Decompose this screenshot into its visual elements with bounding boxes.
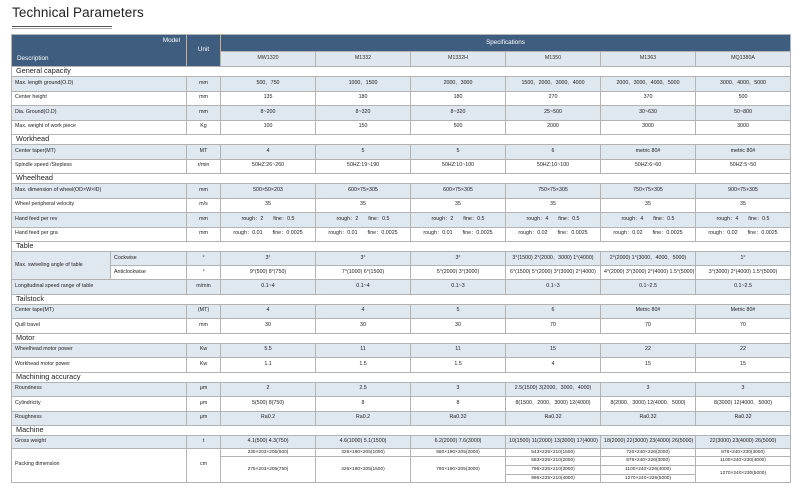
section-header-machine: Machine — [12, 426, 791, 436]
spec-cell: 8(3000) 12(4000、5000) — [696, 397, 791, 412]
spec-cell: 35 — [601, 198, 696, 213]
rough-value: rough：0.01 — [328, 230, 358, 237]
spec-cell: 2.5(1500) 3(2000、3000、4000) — [506, 382, 601, 397]
fine-value: fine：0.0025 — [367, 230, 398, 237]
header-row-specifications — [12, 35, 791, 52]
spec-cell: 30 — [316, 319, 411, 334]
spec-cell: 0.1~3 — [506, 280, 601, 295]
spec-cell: 8(2000、3000) 12(4000、5000) — [601, 397, 696, 412]
spec-cell: 8(1500、2000、3000) 12(4000) — [506, 397, 601, 412]
model-header: M1332 — [316, 52, 411, 67]
spec-cell: 750×75×305 — [506, 184, 601, 199]
spec-cell: 5.5 — [221, 343, 316, 358]
spec-cell: 500、750 — [221, 77, 316, 92]
row-label: Max. weight of work piece — [12, 120, 187, 135]
spec-cell: metric 80# — [601, 145, 696, 160]
spec-cell: 100 — [221, 120, 316, 135]
spec-cell — [506, 227, 601, 242]
spec-cell: 30~630 — [601, 106, 696, 121]
spec-cell: 1100×240×226(4000) — [601, 465, 696, 474]
row-label: Hand feed per gra — [12, 227, 187, 242]
spec-cell: 275×203×205(750) — [221, 457, 316, 483]
unit-cell: μm — [187, 397, 221, 412]
spec-cell: 900×75×305 — [696, 184, 791, 199]
rough-value: rough：4 — [716, 215, 739, 222]
unit-cell: mm — [187, 91, 221, 106]
spec-cell: 996×225×210(4000) — [506, 474, 601, 483]
row-label: Wheel peripheral velocity — [12, 198, 187, 213]
rough-value: rough：2 — [336, 215, 359, 222]
spec-cell: 500 — [696, 91, 791, 106]
spec-cell: 15 — [696, 358, 791, 373]
spec-cell: 543×225×210(1500) — [506, 448, 601, 457]
spec-cell: Ra0.32 — [601, 411, 696, 426]
spec-cell: 50HZ:10~100 — [506, 159, 601, 174]
spec-cell: 4 — [221, 304, 316, 319]
spec-cell: 270 — [506, 91, 601, 106]
spec-cell: 1.5 — [316, 358, 411, 373]
description-header-label: Description — [17, 55, 49, 63]
spec-cell — [696, 227, 791, 242]
spec-cell: 6°(1500) 5°(2000) 3°(3000) 2°(4000) — [506, 266, 601, 280]
fine-value: fine：0.5 — [653, 215, 675, 222]
rough-value: rough：4 — [621, 215, 644, 222]
spec-cell: 30 — [411, 319, 506, 334]
spec-cell: 3 — [601, 382, 696, 397]
spec-cell: Ra0.2 — [221, 411, 316, 426]
packing-dimension-label: Packing dimension — [12, 448, 187, 483]
spec-cell: 6 — [506, 145, 601, 160]
spec-cell: 35 — [316, 198, 411, 213]
unit-cell: cm — [187, 448, 221, 483]
spec-cell: 4.6(1000) 5.1(1500) — [316, 436, 411, 449]
unit-cell: mm — [187, 213, 221, 228]
longitudinal-speed-label: Longitudinal speed range of table — [12, 280, 187, 295]
unit-cell: mm — [187, 227, 221, 242]
table-row — [12, 106, 791, 121]
section-header-general: General capacity — [12, 67, 791, 77]
spec-cell: 876×240×226(3000) — [601, 457, 696, 466]
spec-cell: 4°(2000) 3°(3000) 2°(4000) 1.5°(5000) — [601, 266, 696, 280]
spec-cell: 8~200 — [221, 106, 316, 121]
spec-cell: 22 — [601, 343, 696, 358]
spec-cell: 3000、4000、5000 — [696, 77, 791, 92]
spec-cell: 9°(500) 8°(750) — [221, 266, 316, 280]
section-header-tailstock: Tailstock — [12, 294, 791, 304]
spec-cell: 780×190×205(3000) — [411, 457, 506, 483]
fine-value: fine：0.0025 — [272, 230, 303, 237]
row-label: Center tape(MT) — [12, 304, 187, 319]
spec-cell: 50HZ:5~50 — [696, 159, 791, 174]
spec-cell: 8~320 — [411, 106, 506, 121]
spec-cell: Metric 80# — [601, 304, 696, 319]
spec-cell: 600×75×305 — [316, 184, 411, 199]
technical-parameters-table — [11, 34, 791, 483]
fine-value: fine：0.5 — [273, 215, 295, 222]
description-model-header — [12, 35, 187, 67]
section-header-motor: Motor — [12, 333, 791, 343]
rough-value: rough：0.02 — [518, 230, 548, 237]
spec-cell: 35 — [696, 198, 791, 213]
model-header: MW1320 — [221, 52, 316, 67]
table-row — [12, 120, 791, 135]
unit-cell: m/min — [187, 280, 221, 295]
rough-value: rough：0.02 — [613, 230, 643, 237]
table-row-swivel-clockwise — [12, 252, 791, 266]
fine-value: fine：0.5 — [368, 215, 390, 222]
unit-cell: μm — [187, 411, 221, 426]
spec-cell: 5 — [411, 304, 506, 319]
spec-cell: 50HZ:10~100 — [411, 159, 506, 174]
spec-cell: 30 — [221, 319, 316, 334]
spec-cell: 3° — [411, 252, 506, 266]
spec-cell — [316, 227, 411, 242]
unit-cell: ° — [187, 252, 221, 266]
spec-cell: 15 — [601, 358, 696, 373]
spec-cell: 3°(3000) 2°(4000) 1.5°(5000) — [696, 266, 791, 280]
table-row — [12, 213, 791, 228]
unit-cell: μm — [187, 382, 221, 397]
spec-cell: 1500、2000、3000、4000 — [506, 77, 601, 92]
spec-cell: 50HZ:19~190 — [316, 159, 411, 174]
spec-cell — [411, 213, 506, 228]
spec-cell: 0.1~3 — [411, 280, 506, 295]
spec-cell: 5 — [411, 145, 506, 160]
fine-value: fine：0.0025 — [462, 230, 493, 237]
spec-cell: 180 — [411, 91, 506, 106]
rough-value: rough：0.01 — [423, 230, 453, 237]
spec-cell — [411, 227, 506, 242]
rough-value: rough：0.02 — [708, 230, 738, 237]
title-underline — [12, 26, 112, 27]
unit-cell: r/min — [187, 159, 221, 174]
table-row — [12, 159, 791, 174]
spec-cell: 3°(1500) 2°(2000、3000) 1°(4000) — [506, 252, 601, 266]
rough-value: rough：2 — [431, 215, 454, 222]
spec-cell: 135 — [221, 91, 316, 106]
spec-cell — [316, 213, 411, 228]
spec-cell: 70 — [506, 319, 601, 334]
spec-cell: 580×190×205(2000) — [411, 448, 506, 457]
spec-cell: 22(3000) 23(4000) 26(5000) — [696, 436, 791, 449]
row-label: Quill travel — [12, 319, 187, 334]
spec-cell: 11 — [316, 343, 411, 358]
table-row — [12, 304, 791, 319]
spec-cell: 2.5 — [316, 382, 411, 397]
specifications-header: Specifications — [221, 35, 791, 52]
spec-cell — [506, 213, 601, 228]
model-header: M1350 — [506, 52, 601, 67]
unit-cell: Kg — [187, 120, 221, 135]
spec-cell: 720×240×226(2000) — [601, 448, 696, 457]
row-label: Roundness — [12, 382, 187, 397]
row-label: Cylindricity — [12, 397, 187, 412]
unit-cell: (MT) — [187, 304, 221, 319]
unit-cell: mm — [187, 184, 221, 199]
gross-weight-label: Gross weight — [12, 436, 187, 449]
row-label: Spindle speed /Stepless — [12, 159, 187, 174]
spec-cell: 6 — [506, 304, 601, 319]
spec-cell: 35 — [221, 198, 316, 213]
spec-cell: metric 80# — [696, 145, 791, 160]
unit-cell: mm — [187, 319, 221, 334]
spec-cell: 426×190×205(1500) — [316, 457, 411, 483]
spec-cell: 5 — [316, 145, 411, 160]
spec-cell: 11 — [411, 343, 506, 358]
spec-cell: 50~800 — [696, 106, 791, 121]
spec-cell: 4 — [316, 304, 411, 319]
spec-cell — [221, 227, 316, 242]
spec-cell: 1.1 — [221, 358, 316, 373]
row-label: Max. length ground(O.D) — [12, 77, 187, 92]
row-label: Roughness — [12, 411, 187, 426]
section-header-workhead: Workhead — [12, 135, 791, 145]
unit-header: Unit — [187, 35, 221, 67]
table-row-swivel-anticlockwise — [12, 266, 791, 280]
spec-cell: 1100×240×230(4000) — [696, 457, 791, 466]
row-label: Max. dimension of wheel(OD×W×ID) — [12, 184, 187, 199]
table-row — [12, 227, 791, 242]
table-row — [12, 382, 791, 397]
spec-cell — [696, 213, 791, 228]
spec-cell: 0.1~4 — [221, 280, 316, 295]
spec-cell: 8~320 — [316, 106, 411, 121]
spec-cell: 8 — [411, 397, 506, 412]
spec-cell: 8 — [316, 397, 411, 412]
spec-cell: 1° — [696, 252, 791, 266]
spec-cell: 1270×240×230(5000) — [696, 465, 791, 482]
unit-cell: ° — [187, 266, 221, 280]
section-header-accuracy: Machining accuracy — [12, 372, 791, 382]
rough-value: rough：2 — [241, 215, 264, 222]
spec-cell: 2000、3000、4000、5000 — [601, 77, 696, 92]
table-row — [12, 358, 791, 373]
spec-cell: 22 — [696, 343, 791, 358]
spec-cell: 750×75×305 — [601, 184, 696, 199]
spec-cell: 1000、1500 — [316, 77, 411, 92]
unit-cell: m/s — [187, 198, 221, 213]
spec-cell: 3° — [221, 252, 316, 266]
spec-cell — [601, 213, 696, 228]
anticlockwise-label: Anticlockwise — [111, 266, 187, 280]
spec-cell: 25~500 — [506, 106, 601, 121]
unit-cell: t — [187, 436, 221, 449]
table-row — [12, 184, 791, 199]
table-row — [12, 145, 791, 160]
fine-value: fine：0.0025 — [557, 230, 588, 237]
row-label: Hand feed per rev — [12, 213, 187, 228]
spec-cell: 6.2(2000) 7.6(3000) — [411, 436, 506, 449]
section-header-wheelhead: Wheelhead — [12, 174, 791, 184]
spec-cell: 3 — [696, 382, 791, 397]
spec-cell: 2°(2000) 1°(3000、4000、5000) — [601, 252, 696, 266]
section-header-table: Table — [12, 242, 791, 252]
spec-cell: Ra0.32 — [506, 411, 601, 426]
fine-value: fine：0.0025 — [747, 230, 778, 237]
spec-cell: Ra0.32 — [411, 411, 506, 426]
spec-cell: 583×225×210(2000) — [506, 457, 601, 466]
rough-value: rough：0.01 — [233, 230, 263, 237]
table-row — [12, 77, 791, 92]
spec-cell: 0.1~2.5 — [696, 280, 791, 295]
model-header-label: Model — [162, 37, 180, 44]
table-row-gross-weight — [12, 436, 791, 449]
spec-cell: 70 — [696, 319, 791, 334]
table-row — [12, 411, 791, 426]
unit-cell: Kw — [187, 358, 221, 373]
table-row-longitudinal-speed — [12, 280, 791, 295]
spec-cell — [601, 227, 696, 242]
row-label: Workhead motor power — [12, 358, 187, 373]
spec-cell: 7°(1000) 6°(1500) — [316, 266, 411, 280]
spec-cell: 180 — [316, 91, 411, 106]
spec-cell: 3° — [316, 252, 411, 266]
spec-cell: 35 — [506, 198, 601, 213]
table-row — [12, 319, 791, 334]
spec-cell: 50HZ:26~260 — [221, 159, 316, 174]
model-header: M1363 — [601, 52, 696, 67]
spec-cell: 1.5 — [411, 358, 506, 373]
spec-cell: 150 — [316, 120, 411, 135]
fine-value: fine：0.5 — [748, 215, 770, 222]
page-title: Technical Parameters — [12, 5, 144, 20]
fine-value: fine：0.0025 — [652, 230, 683, 237]
table-row — [12, 91, 791, 106]
spec-cell: 3000 — [696, 120, 791, 135]
title-underline-secondary — [12, 28, 112, 29]
table-row — [12, 198, 791, 213]
spec-cell: 370 — [601, 91, 696, 106]
fine-value: fine：0.5 — [558, 215, 580, 222]
fine-value: fine：0.5 — [463, 215, 485, 222]
spec-cell: 500 — [411, 120, 506, 135]
row-label: Wheelhead motor power — [12, 343, 187, 358]
spec-cell: 326×190×205(1000) — [316, 448, 411, 457]
spec-cell: 3000 — [601, 120, 696, 135]
table-row — [12, 343, 791, 358]
row-label: Dia. Ground(O.D) — [12, 106, 187, 121]
spec-cell: Ra0.2 — [316, 411, 411, 426]
spec-cell: 2000、3000 — [411, 77, 506, 92]
spec-cell: 70 — [601, 319, 696, 334]
model-header: MQ1380A — [696, 52, 791, 67]
spec-cell — [221, 213, 316, 228]
table-row — [12, 397, 791, 412]
spec-cell: Metric 80# — [696, 304, 791, 319]
row-label: Center taper(MT) — [12, 145, 187, 160]
spec-cell: 4 — [506, 358, 601, 373]
spec-cell: 235×203×205(500) — [221, 448, 316, 457]
spec-cell: 2000 — [506, 120, 601, 135]
spec-cell: 0.1~2.5 — [601, 280, 696, 295]
spec-cell: 18(2000) 22(3000) 23(4000) 26(5000) — [601, 436, 696, 449]
spec-cell: 0.1~4 — [316, 280, 411, 295]
row-label: Center height — [12, 91, 187, 106]
spec-cell: 5°(2000) 3°(3000) — [411, 266, 506, 280]
spec-cell: 15 — [506, 343, 601, 358]
spec-cell: Ra0.32 — [696, 411, 791, 426]
spec-cell: 3 — [411, 382, 506, 397]
spec-cell: 5(500) 8(750) — [221, 397, 316, 412]
spec-cell: 500×50×203 — [221, 184, 316, 199]
unit-cell: mm — [187, 106, 221, 121]
spec-cell: 50HZ:6~60 — [601, 159, 696, 174]
spec-cell: 1270×240×226(5000) — [601, 474, 696, 483]
rough-value: rough：4 — [526, 215, 549, 222]
unit-cell: mm — [187, 77, 221, 92]
model-header: M1332H — [411, 52, 506, 67]
clockwise-label: Cockwise — [111, 252, 187, 266]
spec-cell: 796×225×210(3000) — [506, 465, 601, 474]
spec-cell: 4.1(500) 4.3(750) — [221, 436, 316, 449]
unit-cell: Kw — [187, 343, 221, 358]
spec-cell: 600×75×305 — [411, 184, 506, 199]
spec-cell: 4 — [221, 145, 316, 160]
spec-cell: 2 — [221, 382, 316, 397]
unit-cell: MT — [187, 145, 221, 160]
spec-cell: 876×240×230(3000) — [696, 448, 791, 457]
swivel-angle-label: Max. swiveling angle of table — [12, 252, 111, 280]
spec-cell: 35 — [411, 198, 506, 213]
spec-cell: 10(1500) 11(2000) 13(3000) 17(4000) — [506, 436, 601, 449]
